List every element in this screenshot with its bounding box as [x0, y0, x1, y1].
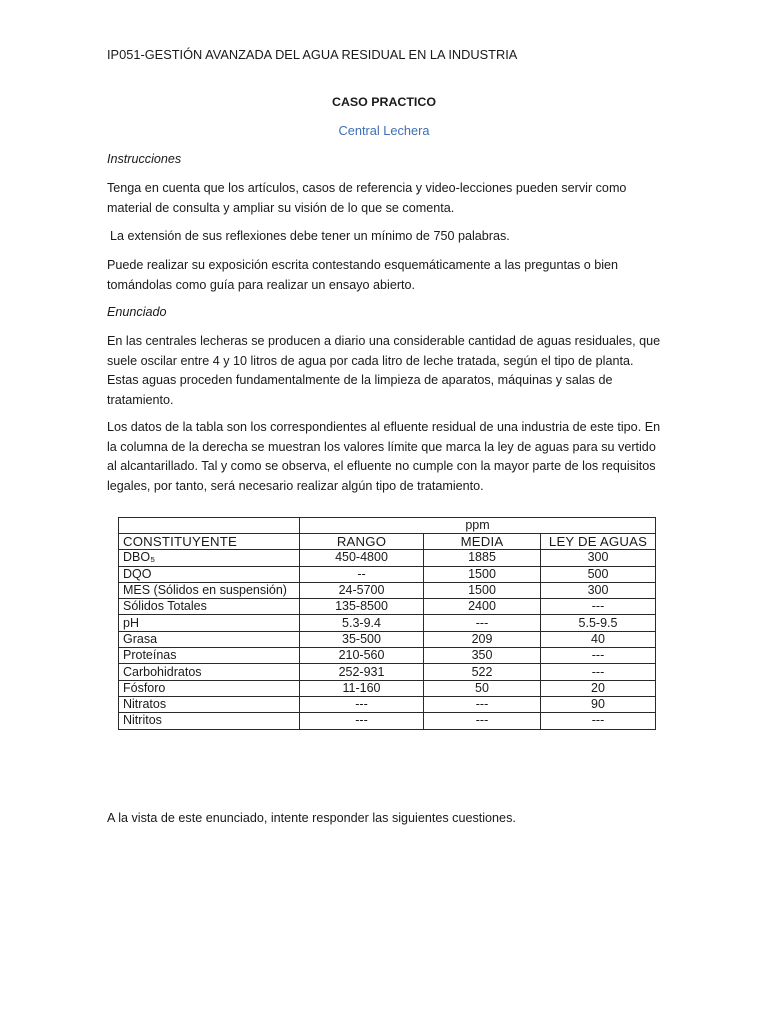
header-law: LEY DE AGUAS — [541, 534, 656, 550]
table-row — [119, 664, 656, 680]
table-unit-empty-cell — [119, 518, 300, 534]
row-mean: --- — [424, 696, 541, 712]
row-law: 5.5-9.5 — [541, 615, 656, 631]
instructions-paragraph-3: Puede realizar su exposición escrita contestando esquemáticamente a las preguntas o bien tomándolas como guía para realizar un ensayo abierto. — [107, 258, 619, 292]
row-constituent: Carbohidratos — [119, 664, 300, 680]
table-row — [119, 615, 656, 631]
row-mean: 522 — [424, 664, 541, 680]
row-law: 90 — [541, 696, 656, 712]
row-constituent: pH — [119, 615, 300, 631]
table-row — [119, 550, 656, 566]
row-law: 40 — [541, 631, 656, 647]
row-law: 20 — [541, 680, 656, 696]
row-mean: 1500 — [424, 582, 541, 598]
header-constituent: CONSTITUYENTE — [119, 534, 300, 550]
row-mean: 1500 — [424, 566, 541, 582]
table-header-row — [119, 534, 656, 550]
row-constituent: Sólidos Totales — [119, 599, 300, 615]
row-constituent: Nitritos — [119, 713, 300, 729]
row-law: 300 — [541, 550, 656, 566]
row-mean: 50 — [424, 680, 541, 696]
instructions-paragraph-2: La extensión de sus reflexiones debe tener un mínimo de 750 palabras. — [110, 229, 510, 243]
table-row — [119, 582, 656, 598]
table-row — [119, 713, 656, 729]
row-range: 252-931 — [300, 664, 424, 680]
table-row — [119, 631, 656, 647]
case-subtitle: Central Lechera — [338, 123, 430, 138]
row-range: 35-500 — [300, 631, 424, 647]
course-title: IP051-GESTIÓN AVANZADA DEL AGUA RESIDUAL EN LA INDUSTRIA — [107, 47, 518, 62]
row-mean: --- — [424, 713, 541, 729]
row-range: 135-8500 — [300, 599, 424, 615]
table-row — [119, 680, 656, 696]
effluent-table — [118, 517, 656, 730]
row-mean: 1885 — [424, 550, 541, 566]
row-constituent: DBO₅ — [119, 550, 300, 566]
row-range: 11-160 — [300, 680, 424, 696]
row-range: --- — [300, 713, 424, 729]
row-mean: 209 — [424, 631, 541, 647]
closing-paragraph: A la vista de este enunciado, intente responder las siguientes cuestiones. — [107, 811, 516, 825]
row-mean: 2400 — [424, 599, 541, 615]
case-title: CASO PRACTICO — [332, 95, 436, 109]
row-constituent: Fósforo — [119, 680, 300, 696]
row-law: --- — [541, 599, 656, 615]
row-constituent: DQO — [119, 566, 300, 582]
row-law: --- — [541, 713, 656, 729]
row-range: --- — [300, 696, 424, 712]
statement-paragraph-2: Los datos de la tabla son los correspondientes al efluente residual de una industria de este tipo. En la columna de la derecha se muestran los valores límite que marca la ley de aguas para su vertido al alcantarillado. Tal y como se observa, el efluente no cumple con la mayor parte de los requisitos legales, por tanto, será necesario realizar algún tipo de tratamiento. — [107, 420, 661, 493]
table-row — [119, 696, 656, 712]
instructions-paragraph-1: Tenga en cuenta que los artículos, casos de referencia y video-lecciones pueden servir como material de consulta y ampliar su visión de lo que se comenta. — [107, 181, 627, 215]
table-unit-row — [119, 518, 656, 534]
row-range: -- — [300, 566, 424, 582]
row-constituent: Proteínas — [119, 648, 300, 664]
row-law: --- — [541, 664, 656, 680]
table-row — [119, 599, 656, 615]
statement-heading: Enunciado — [107, 305, 167, 319]
row-law: --- — [541, 648, 656, 664]
row-mean: 350 — [424, 648, 541, 664]
row-range: 450-4800 — [300, 550, 424, 566]
row-constituent: Grasa — [119, 631, 300, 647]
table-row — [119, 566, 656, 582]
row-mean: --- — [424, 615, 541, 631]
header-mean: MEDIA — [424, 534, 541, 550]
instructions-heading: Instrucciones — [107, 152, 182, 166]
statement-paragraph-1: En las centrales lecheras se producen a diario una considerable cantidad de aguas residuales, que suele oscilar entre 4 y 10 litros de agua por cada litro de leche tratada, según el tipo de planta. Estas aguas proceden fundamentalmente de la limpieza de aparatos, máquinas y salas de tratamiento. — [107, 334, 661, 407]
row-range: 210-560 — [300, 648, 424, 664]
row-range: 5.3-9.4 — [300, 615, 424, 631]
row-constituent: MES (Sólidos en suspensión) — [119, 582, 300, 598]
row-law: 300 — [541, 582, 656, 598]
row-law: 500 — [541, 566, 656, 582]
table-unit-cell: ppm — [300, 518, 656, 534]
table-row — [119, 648, 656, 664]
row-constituent: Nitratos — [119, 696, 300, 712]
header-range: RANGO — [300, 534, 424, 550]
row-range: 24-5700 — [300, 582, 424, 598]
